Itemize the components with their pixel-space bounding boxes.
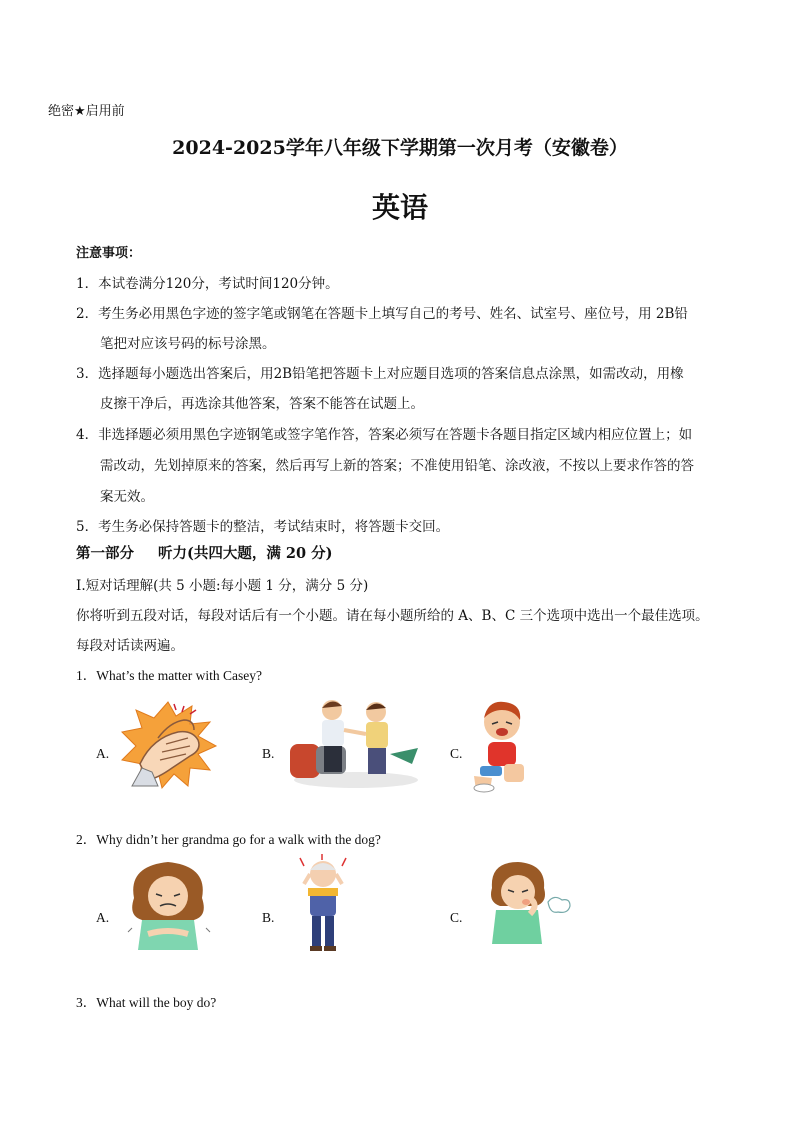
- exam-title: 2024-2025学年八年级下学期第一次月考（安徽卷）: [172, 137, 628, 159]
- question-3: 3．What will the boy do?: [76, 995, 217, 1010]
- notes-heading: 注意事项：: [76, 246, 142, 261]
- option-label-c: C.: [450, 746, 463, 761]
- note-line: 3．选择题每小题选出答案后，用2B铅笔把答题卡上对应题目选项的答案信息点涂黑，如需改动，用橡: [76, 366, 684, 382]
- part-number: 第一部分: [76, 545, 134, 562]
- boys-fighting-picture: [286, 694, 424, 790]
- option-label-b: B.: [262, 910, 275, 925]
- part-heading: [76, 542, 333, 563]
- option-label-c: C.: [450, 910, 463, 925]
- note-line: 案无效。: [100, 489, 154, 505]
- coughing-boy-picture: [484, 858, 574, 950]
- confidential-label: 绝密★启用前: [48, 104, 125, 119]
- subject-title: 英语: [371, 191, 428, 224]
- part-title: 听力(共四大题，满 20 分): [158, 545, 333, 562]
- instructions-line: 你将听到五段对话，每段对话后有一个小题。请在每小题所给的 A、B、C 三个选项中选出一个最佳选项。: [76, 608, 709, 624]
- section-title: I.短对话理解(共 5 小题:每小题 1 分，满分 5 分): [76, 578, 369, 594]
- option-label-b: B.: [262, 746, 275, 761]
- note-line: 皮擦干净后，再选涂其他答案，答案不能答在试题上。: [100, 396, 424, 412]
- note-line: 1．本试卷满分120分，考试时间120分钟。: [76, 276, 339, 292]
- instructions-line: 每段对话读两遍。: [76, 638, 184, 654]
- option-label-a: A.: [96, 746, 110, 761]
- note-line: 笔把对应该号码的标号涂黑。: [100, 336, 276, 352]
- note-line: 5．考生务必保持答题卡的整洁，考试结束时，将答题卡交回。: [76, 519, 450, 535]
- question-1: 1．What’s the matter with Casey?: [76, 668, 262, 683]
- option-label-a: A.: [96, 910, 110, 925]
- note-line: 4．非选择题必须用黑色字迹钢笔或签字笔作答，答案必须写在答题卡各题目指定区域内相应位置上；如: [76, 427, 693, 443]
- note-line: 2．考生务必用黑色字迹的签字笔或钢笔在答题卡上填写自己的考号、姓名、试室号、座位号，用 2B铅: [76, 306, 688, 322]
- note-line: 需改动，先划掉原来的答案，然后再写上新的答案；不准使用铅笔、涂改液，不按以上要求作答的答: [100, 458, 694, 474]
- crying-boy-picture: [470, 698, 532, 794]
- hand-pain-picture: [118, 698, 218, 790]
- headache-grandma-picture: [298, 852, 348, 956]
- question-2: 2．Why didn’t her grandma go for a walk with the dog?: [76, 832, 381, 847]
- stomachache-girl-picture: [124, 858, 212, 954]
